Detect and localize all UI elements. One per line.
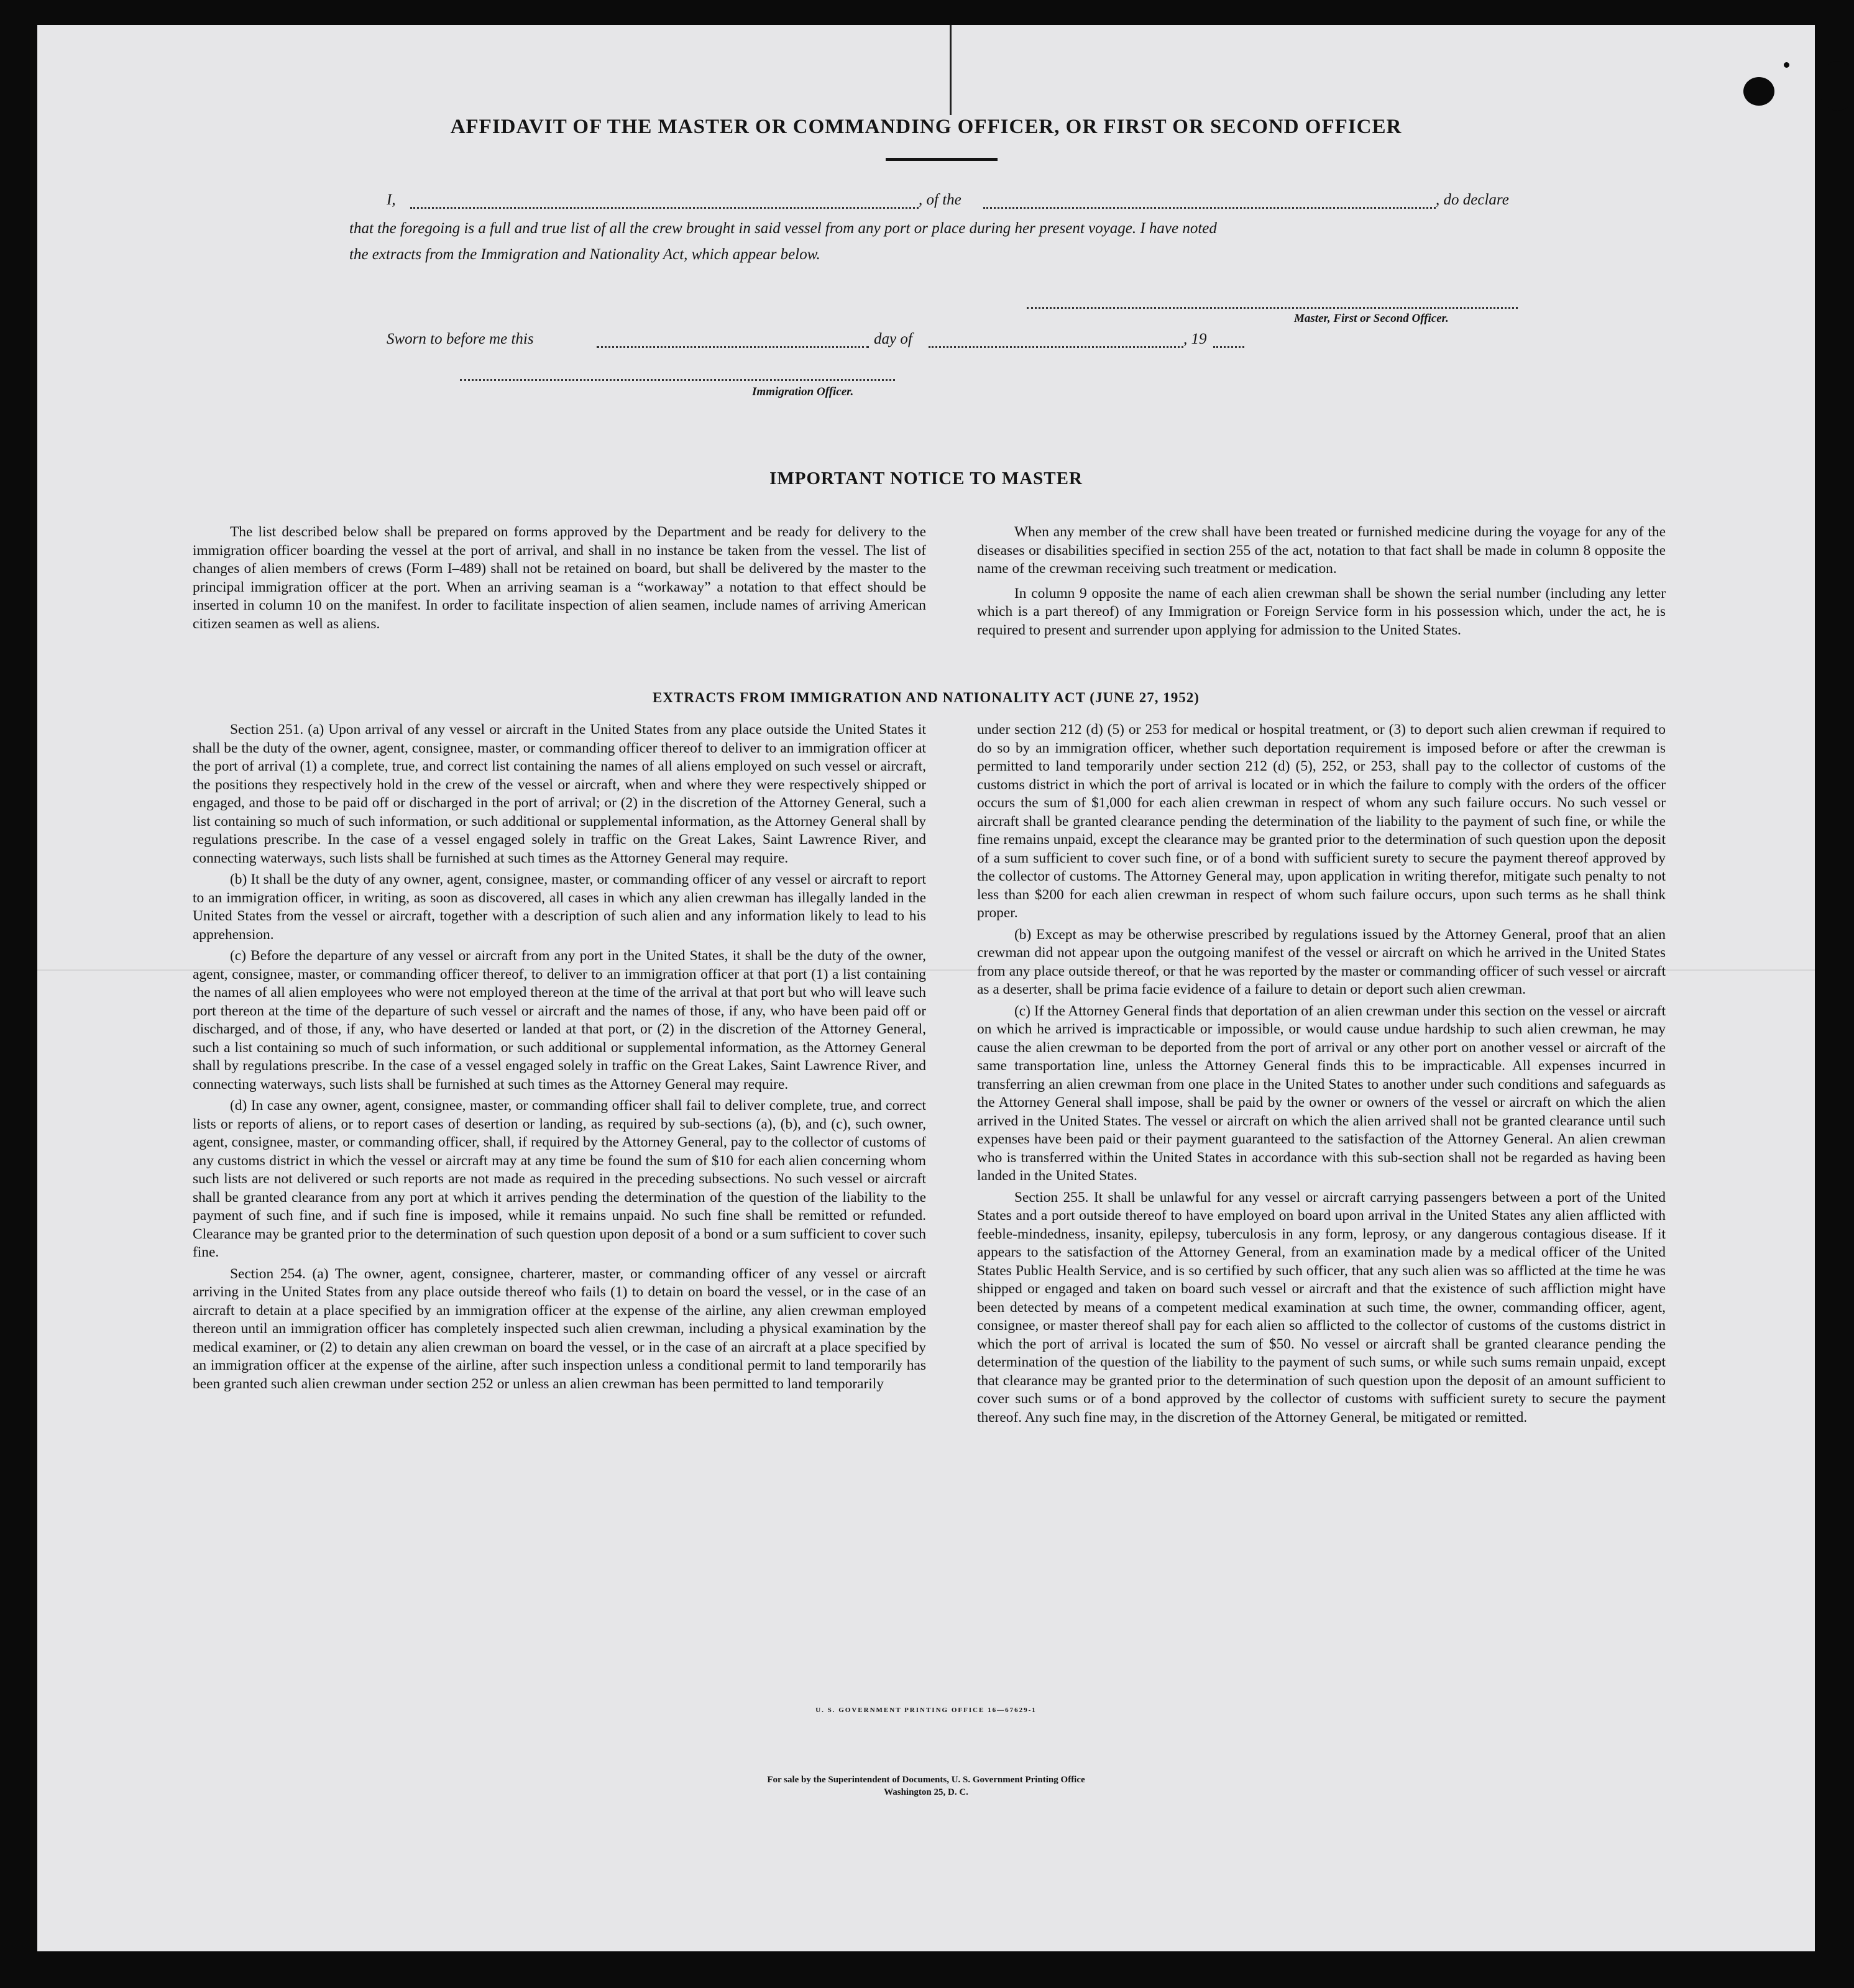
notice-title: IMPORTANT NOTICE TO MASTER: [769, 469, 1083, 488]
notice-paragraph: The list described below shall be prepared on forms approved by the Department and be ready for delivery to the immigration officer boarding the vessel at the port of arrival, and shall in no instance be taken from the vessel. The list of changes of alien members of crews (Form I–489) shall not be retained on board, but shall be delivered by the master to the principal immigration officer at the port. When an arriving seaman is a “workaway” a notation to that effect should be inserted in column 10 on the manifest. In order to facilitate inspection of alien seamen, include names of arriving American citizen seamen as well as aliens.: [193, 524, 926, 632]
notice-paragraph: In column 9 opposite the name of each alien crewman shall be shown the serial number (including any letter which is a part thereof) of any Immigration or Foreign Service form in his possession which, under the act, he is required to present and surrender upon applying for admission to the United States.: [977, 585, 1666, 638]
sworn-day-field[interactable]: [597, 346, 869, 348]
master-signature-field[interactable]: [1027, 307, 1518, 309]
extract-paragraph: Section 254. (a) The owner, agent, consignee, charterer, master, or commanding officer of any vessel or aircraft arriving in the United States from any place outside thereof who fails (1) to detain on board the vessel, or in the case of an aircraft to detain at a place specified by an immigration officer at the expense of the airline, any alien crewman employed thereon until an immigration officer has completely inspected such alien crewman, including a physical examination by the medical examiner, or (2) to detain any alien crewman on board the vessel, or in the case of an aircraft at a place specified by an immigration officer at the expense of the airline, after such inspection unless a conditional permit to land temporarily has been granted such alien crewman under section 252 or unless an alien crewman has been permitted to land temporarily: [193, 1265, 926, 1392]
form-page: [37, 25, 1815, 1951]
notice-right-column: [977, 523, 1666, 643]
gpo-imprint: U. S. GOVERNMENT PRINTING OFFICE 16—67629-1: [815, 1706, 1037, 1714]
immigration-officer-signature-field[interactable]: [460, 379, 895, 381]
declarant-prefix: I,: [387, 191, 396, 208]
sworn-month-field[interactable]: [929, 346, 1183, 348]
do-declare-text: , do declare: [1436, 191, 1509, 208]
master-signature-label: Master, First or Second Officer.: [1294, 312, 1449, 325]
extract-paragraph: (b) Except as may be otherwise prescribed by regulations issued by the Attorney General, proof that an alien crewman did not appear upon the outgoing manifest of the vessel or aircraft on which he arrived in the United States from any place outside thereof, or that he was reported by the master or commanding officer of such vessel or aircraft as a deserter, shall be prima facie evidence of a failure to detain or deport such alien crewman.: [977, 926, 1666, 997]
declaration-line-3: the extracts from the Immigration and Nationality Act, which appear below.: [349, 246, 820, 263]
sale-notice: [37, 1774, 1815, 1798]
of-the-text: , of the: [919, 191, 961, 208]
ink-blot: [1818, 61, 1854, 111]
declarant-name-field[interactable]: [410, 207, 919, 209]
extract-paragraph: (c) If the Attorney General finds that deportation of an alien crewman under this section on the vessel or aircraft on which he arrived is impracticable or impossible, or would cause undue hardship to such alien crewman, he may cause the alien crewman to be deported from the port of arrival or any other port on another vessel or aircraft of the same transportation line, unless the Attorney General finds this to be impracticable. All expenses incurred in transferring an alien crewman from one place in the United States to another under such conditions and safeguards as the Attorney General shall impose, shall be paid by the owner or owners of the vessel or aircraft on which the alien arrived in the United States. The vessel or aircraft on which the alien arrived shall not be granted clearance until such expenses have been paid or their payment guaranteed to the satisfaction of the Attorney General. An alien crewman who is transferred within the United States in accordance with this sub-section shall not be regarded as having been landed in the United States.: [977, 1002, 1666, 1184]
extract-paragraph: (c) Before the departure of any vessel or aircraft from any port in the United States, it shall be the duty of the owner, agent, consignee, master, or commanding officer thereof, to deliver to an immigration officer at that port (1) a list containing the names of all alien employees who were not employed thereon at the time of the arrival at that port but who will leave such port thereon at the time of the departure of such vessel or aircraft and the names of those, if any, who have been paid off or discharged, and of those, if any, who have deserted or landed at that port, or (2) in the discretion of the Attorney General, such a list containing so much of such information, or such additional or supplemental information, as the Attorney General shall by regulations prescribe. In the case of a vessel engaged solely in traffic on the Great Lakes, Saint Lawrence River, and connecting waterways, such lists shall be furnished at such times as the Attorney General may require.: [193, 948, 926, 1092]
sale-line-2: Washington 25, D. C.: [884, 1787, 968, 1797]
extract-paragraph: (d) In case any owner, agent, consignee, master, or commanding officer shall fail to deliver complete, true, and correct lists or reports of aliens, or to report cases of desertion or landing, as required by sub-sections (a), (b), and (c), such owner, agent, consignee, master, or commanding officer, shall, if required by the Attorney General, pay to the collector of customs of any customs district in which the vessel or aircraft may at any time be found the sum of $10 for each alien concerning whom such lists are not delivered or such reports are not made as required in the preceding subsections. No such vessel or aircraft shall be granted clearance from any port at which it arrives pending the determination of the question of the liability to the payment of such fine, and if such fine is imposed, while it remains unpaid. No such fine shall be remitted or refunded. Clearance may be granted prior to the determination of such question upon deposit of a bond or a sum sufficient to cover such fine.: [193, 1097, 926, 1260]
sale-line-1: For sale by the Superintendent of Documents, U. S. Government Printing Office: [767, 1775, 1085, 1785]
extracts-left-column: [193, 721, 926, 1396]
sworn-text: Sworn to before me this: [387, 331, 534, 347]
sworn-year-field[interactable]: [1213, 346, 1244, 348]
extract-paragraph: under section 212 (d) (5) or 253 for medical or hospital treatment, or (3) to deport such alien crewman if required to do so by an immigration officer, whether such deportation requirement is imposed before or after the crewman is permitted to land temporarily under section 212 (d) (5), 252, or 253, shall pay to the collector of customs of the customs district in which the port of arrival is located or in which the failure to comply with the orders of the officer occurs the sum of $1,000 for each alien crewman in respect of whom any such failure occurs. No such vessel or aircraft shall be granted clearance pending the determination of the liability to the payment of such fine, or while the fine remains unpaid, except the clearance may be granted prior to the determination of such question upon the deposit of a sum sufficient to cover such fine, or of a bond with sufficient surety to secure the payment thereof approved by the collector of customs. The Attorney General may, upon application in writing therefor, mitigate such penalty to not less than $200 for each alien crewman in respect of whom such failure occurs, upon such terms as he shall think proper.: [977, 721, 1666, 921]
extract-paragraph: Section 255. It shall be unlawful for any vessel or aircraft carrying passengers between a port of the United States and a port outside thereof to have employed on board upon arrival in the United States any alien afflicted with feeble-mindedness, insanity, epilepsy, tuberculosis in any form, leprosy, or any dangerous contagious disease. If it appears to the satisfaction of the Attorney General, from an examination made by a medical officer of the United States Public Health Service, and is so certified by such officer, that any such alien was so afflicted at the time he was shipped or engaged and taken on board such vessel or aircraft and that the existence of such affliction might have been detected by means of a competent medical examination at such time, the owner, commanding officer, agent, consignee, or master thereof shall pay for each alien so afflicted to the collector of customs of the customs district in which the port of arrival is located the sum of $50. No vessel or aircraft shall be granted clearance pending the determination of the question of the liability to the payment of such sums, or while such sums remain unpaid, except that clearance may be granted prior to the determination of such question upon the deposit of an amount sufficient to cover such sums or of a bond approved by the collector of customs with sufficient surety to secure the payment thereof. Any such fine may, in the discretion of the Attorney General, be mitigated or remitted.: [977, 1189, 1666, 1426]
ink-blot: [1784, 62, 1789, 68]
extracts-right-column: [977, 721, 1666, 1430]
extract-paragraph: (b) It shall be the duty of any owner, agent, consignee, master, or commanding officer of any vessel or aircraft to report to an immigration officer, in writing, as soon as discovered, all cases in which any alien crewman has illegally landed in the United States from the vessel or aircraft, together with a description of such alien and any information likely to lead to his apprehension.: [193, 871, 926, 943]
vessel-name-field[interactable]: [983, 207, 1436, 209]
fold-crease: [950, 25, 952, 115]
affidavit-title: AFFIDAVIT OF THE MASTER OR COMMANDING OFFICER, OR FIRST OR SECOND OFFICER: [450, 116, 1402, 138]
extracts-title: EXTRACTS FROM IMMIGRATION AND NATIONALITY ACT (JUNE 27, 1952): [653, 690, 1200, 705]
year-prefix: , 19: [1183, 331, 1207, 347]
declaration-line-2: that the foregoing is a full and true list of all the crew brought in said vessel from any port or place during her present voyage. I have noted: [349, 220, 1217, 237]
immigration-officer-label: Immigration Officer.: [752, 385, 854, 398]
title-rule: [886, 158, 998, 161]
extract-paragraph: Section 251. (a) Upon arrival of any vessel or aircraft in the United States from any place outside the United States it shall be the duty of the owner, agent, consignee, master, or commanding officer thereof to deliver to an immigration officer at the port of arrival (1) a complete, true, and correct list containing the names of all aliens employed on such vessel or aircraft, the positions they respectively hold in the crew of the vessel or aircraft, when and where they were respectively shipped or engaged, and those to be paid off or discharged in the port of arrival; or (2) in the discretion of the Attorney General, such a list containing so much of such information, or such additional or supplemental information, as the Attorney General shall by regulations prescribe. In the case of a vessel engaged solely in traffic on the Great Lakes, Saint Lawrence River, and connecting waterways, such lists shall be furnished at such times as the Attorney General may require.: [193, 721, 926, 866]
notice-paragraph: When any member of the crew shall have been treated or furnished medicine during the voyage for any of the diseases or disabilities specified in section 255 of the act, notation to that fact shall be made in column 8 opposite the name of the crewman receiving such treatment or medication.: [977, 524, 1666, 577]
ink-blot: [1743, 77, 1774, 106]
notice-left-column: [193, 523, 926, 636]
day-of-text: day of: [874, 331, 912, 347]
